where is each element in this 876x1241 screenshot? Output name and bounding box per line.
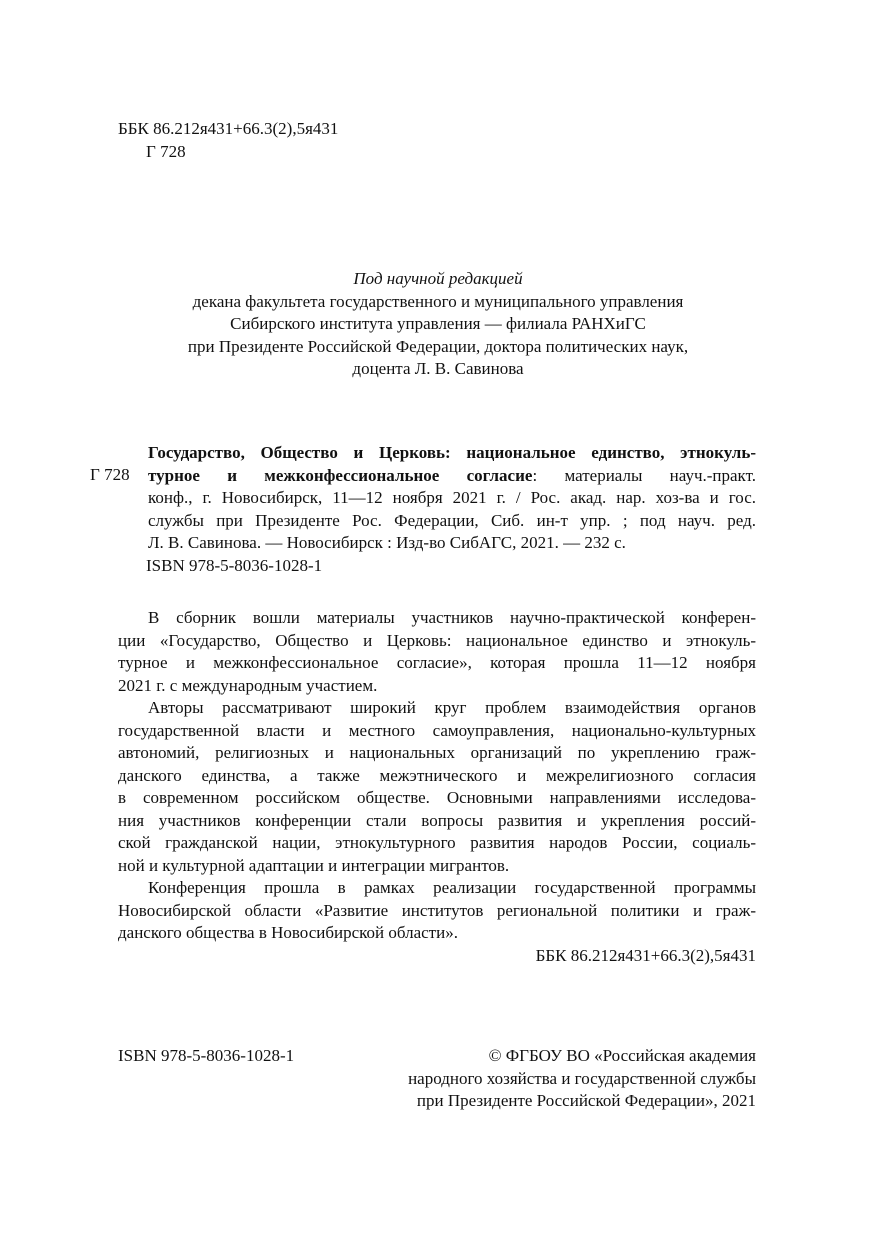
annotation-line: государственной власти и местного самоуправления, национально-культурных <box>118 720 756 740</box>
bbk-block <box>118 118 338 163</box>
copyright-block <box>356 1045 756 1113</box>
record-line: конф., г. Новосибирск, 11—12 ноября 2021 г. / Рос. акад. нар. хоз-ва и гос. <box>148 488 756 507</box>
footer-isbn: ISBN 978-5-8036-1028-1 <box>118 1046 295 1065</box>
annotation-line: ния участников конференции стали вопросы развития и укрепления россий- <box>118 810 756 830</box>
annotation-line: ции «Государство, Общество и Церковь: национальное единство и этнокуль- <box>118 630 756 650</box>
annotation-line: ной и культурной адаптации и интеграции мигрантов. <box>118 855 510 875</box>
editor-line: декана факультета государственного и муниципального управления <box>192 291 684 311</box>
annotation-line: ской гражданской нации, этнокультурного развития народов России, социаль- <box>118 833 756 852</box>
annotation-line: Новосибирской области «Развитие институтов региональной политики и граж- <box>118 900 756 920</box>
record-title-line: турное и межконфессиональное согласие: материалы науч.-практ. <box>148 465 756 485</box>
annotation-line: 2021 г. с международным участием. <box>118 675 378 695</box>
annotation-line: данского единства, а также межэтнического и межрелигиозного согласия <box>118 765 756 785</box>
record-title-line: Государство, Общество и Церковь: национальное единство, этнокуль- <box>148 443 756 462</box>
editor-line: Сибирского института управления — филиала РАНХиГС <box>230 314 646 333</box>
record-line: Л. В. Савинова. — Новосибирск : Изд-во СибАГС, 2021. — 232 с. <box>148 533 626 552</box>
editor-name: доцента Л. В. Савинова <box>352 359 524 378</box>
record-isbn: ISBN 978-5-8036-1028-1 <box>146 555 323 575</box>
annotation-line: Конференция прошла в рамках реализации государственной программы <box>148 878 756 897</box>
editor-line: при Президенте Российской Федерации, доктора политических наук, <box>187 336 689 356</box>
copyright-line: © ФГБОУ ВО «Российская академия <box>488 1046 756 1065</box>
annotation-line: в современном российском обществе. Основными направлениями исследова- <box>118 788 756 807</box>
editor-block <box>80 268 796 381</box>
copyright-line: народного хозяйства и государственной службы <box>408 1068 756 1088</box>
annotation-line: В сборник вошли материалы участников научно-практической конферен- <box>148 608 756 627</box>
author-mark: Г 728 <box>90 465 130 484</box>
annotation-line: турное и межконфессиональное согласие», которая прошла 11—12 ноября <box>118 653 756 672</box>
editor-heading: Под научной редакцией <box>353 269 523 288</box>
annotation-line: автономий, религиозных и национальных организаций по укреплению граж- <box>118 743 756 762</box>
bibliographic-record <box>148 442 756 577</box>
annotation-bbk: ББК 86.212я431+66.3(2),5я431 <box>535 945 756 965</box>
annotation <box>118 607 756 967</box>
annotation-line: данского общества в Новосибирской области». <box>118 923 458 942</box>
copyright-line: при Президенте Российской Федерации», 2021 <box>416 1091 756 1110</box>
author-code: Г 728 <box>146 141 186 161</box>
annotation-line: Авторы рассматривают широкий круг проблем взаимодействия органов <box>148 698 756 717</box>
record-line: службы при Президенте Рос. Федерации, Сиб. ин-т упр. ; под науч. ред. <box>148 510 756 530</box>
bbk-index: ББК 86.212я431+66.3(2),5я431 <box>118 119 339 138</box>
